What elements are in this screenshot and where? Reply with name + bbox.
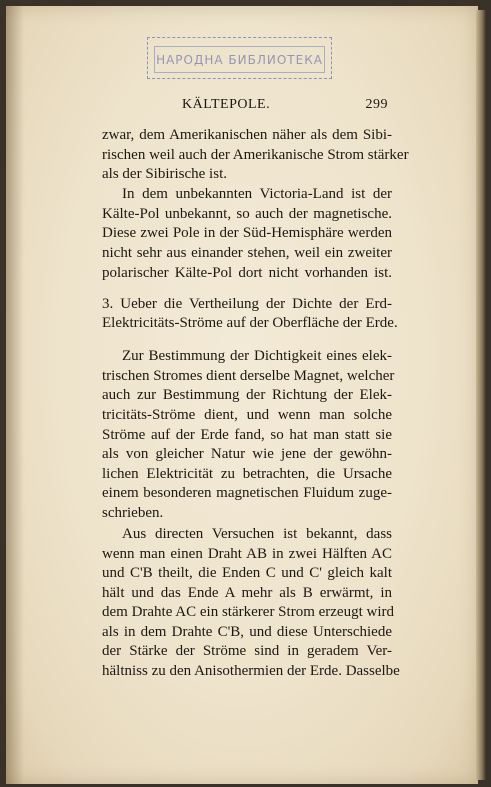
text-line: nicht sehr aus einander stehen, weil ein zweiter	[102, 245, 392, 261]
page-number: 299	[365, 97, 388, 112]
text-line: als von gleicher Natur wie jene der gewöhn-	[102, 446, 392, 462]
text-line: hältniss zu den Anisothermien der Erde. Dasselbe	[102, 663, 400, 679]
running-head-title: KÄLTEPOLE.	[182, 97, 271, 112]
library-stamp-text: НАРОДНА БИБЛИОТЕКА	[154, 46, 325, 73]
text-line: Aus directen Versuchen ist bekannt, dass	[122, 526, 392, 542]
text-line: In dem unbekannten Victoria-Land ist der	[122, 186, 392, 202]
text-line: hält und das Ende A mehr als B erwärmt, in	[102, 585, 392, 601]
text-line: einem besonderen magnetischen Fluidum zuge-	[102, 485, 392, 501]
paper-page	[6, 6, 478, 784]
text-line: Diese zwei Pole in der Süd-Hemisphäre werden	[102, 225, 392, 241]
text-line: trischen Stromes dient derselbe Magnet, welcher	[102, 368, 395, 384]
running-head	[106, 97, 396, 115]
text-line: und C'B theilt, die Enden C und C' gleich kalt	[102, 565, 392, 581]
text-line: tricitäts-Ströme dient, und wenn man solche	[102, 407, 392, 423]
text-line: Zur Bestimmung der Dichtigkeit eines elek-	[122, 348, 392, 364]
text-line: der Stärke der Ströme sind in geradem Ver-	[102, 643, 392, 659]
text-line: wenn man einen Draht AB in zwei Hälften AC	[102, 546, 392, 562]
text-line: rischen weil auch der Amerikanische Strom stärker	[102, 147, 409, 163]
text-line: Ströme auf der Erde fand, so hat man statt sie	[102, 427, 392, 443]
section-heading-line: Elektricitäts-Ströme auf der Oberfläche der Erde.	[102, 315, 398, 331]
text-line: auch zur Bestimmung der Richtung der Elek-	[102, 387, 392, 403]
library-stamp	[147, 37, 332, 79]
text-line: dem Drahte AC ein stärkerer Strom erzeugt wird	[102, 604, 394, 620]
text-line: als der Sibirische ist.	[102, 166, 227, 182]
text-line: lichen Elektricität zu betrachten, die Ursache	[102, 466, 392, 482]
text-line: Kälte-Pol unbekannt, so auch der magnetische.	[102, 206, 392, 222]
text-line: als in dem Drahte C'B, und diese Unterschiede	[102, 624, 392, 640]
text-line: zwar, dem Amerikanischen näher als dem Sibi-	[102, 127, 392, 143]
gutter-shadow	[6, 6, 24, 784]
section-heading-line: 3. Ueber die Vertheilung der Dichte der Erd-	[102, 296, 392, 312]
text-line: polarischer Kälte-Pol dort nicht vorhanden ist.	[102, 265, 392, 281]
page-edge	[476, 10, 486, 780]
text-line: schrieben.	[102, 505, 164, 521]
